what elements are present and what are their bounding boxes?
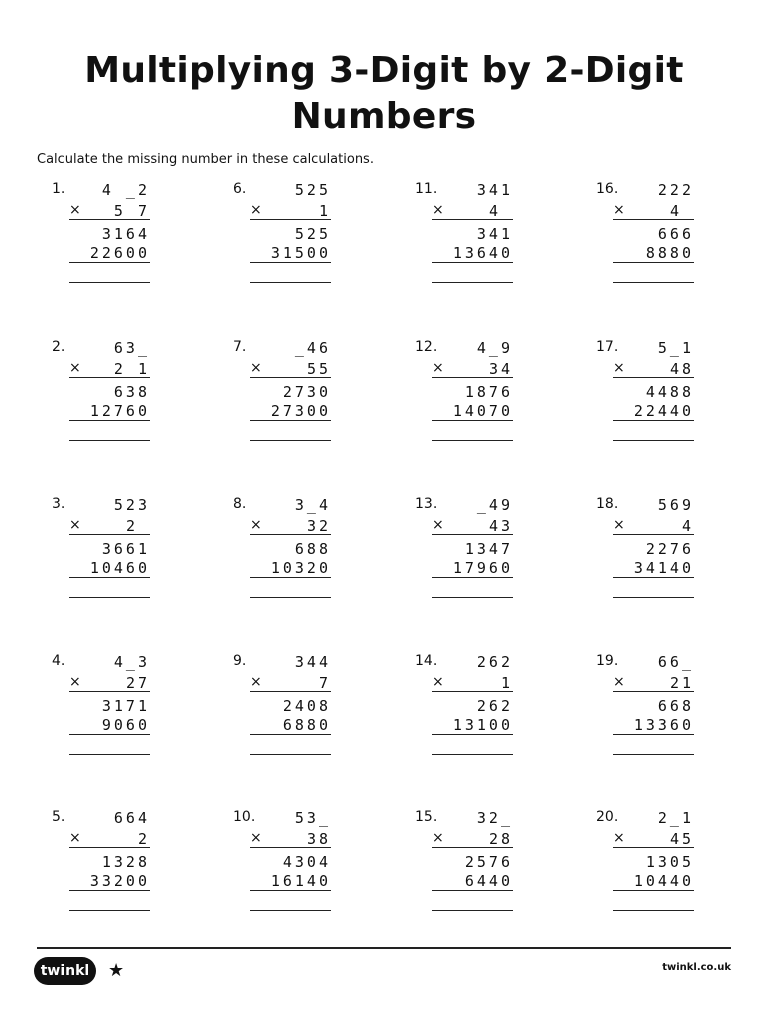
multiplicand: 341: [476, 181, 513, 199]
rule: [250, 219, 331, 220]
partial-product-2: 27300: [270, 402, 331, 420]
multiplicand: 664: [113, 809, 150, 827]
partial-product-1: 3171: [101, 697, 150, 715]
partial-product-1: 1347: [464, 540, 513, 558]
partial-product-1: 2576: [464, 853, 513, 871]
rule: [613, 847, 694, 848]
star-icon: ★: [108, 960, 125, 981]
problem: [52, 496, 150, 606]
problem: [233, 496, 331, 606]
rule: [613, 577, 694, 578]
answer-line: [613, 910, 694, 911]
twinkl-logo: twinkl: [34, 957, 96, 985]
problem: [415, 181, 513, 291]
problem-number: 2.: [52, 339, 66, 355]
multiplicand: 4_3: [113, 653, 150, 671]
multiplicand: 63_: [113, 339, 150, 357]
problem-number: 13.: [415, 496, 438, 512]
times-sign: ×: [432, 830, 444, 846]
multiplicand: 525: [294, 181, 331, 199]
partial-product-1: 2408: [282, 697, 331, 715]
partial-product-1: 262: [476, 697, 513, 715]
partial-product-2: 33200: [89, 872, 150, 890]
rule: [69, 577, 150, 578]
rule: [69, 262, 150, 263]
rule: [613, 691, 694, 692]
multiplicand: 5_1: [657, 339, 694, 357]
answer-line: [613, 597, 694, 598]
rule: [613, 534, 694, 535]
partial-product-1: 666: [657, 225, 694, 243]
rule: [69, 847, 150, 848]
multiplier: 38: [306, 830, 331, 848]
multiplicand: _46: [294, 339, 331, 357]
rule: [69, 734, 150, 735]
rule: [432, 847, 513, 848]
title-line-1: Multiplying 3-Digit by 2-Digit: [84, 50, 684, 91]
answer-line: [69, 440, 150, 441]
problem-number: 3.: [52, 496, 66, 512]
times-sign: ×: [69, 360, 81, 376]
multiplicand: 569: [657, 496, 694, 514]
answer-line: [69, 910, 150, 911]
partial-product-2: 9060: [101, 716, 150, 734]
problem-number: 15.: [415, 809, 438, 825]
problem: [233, 339, 331, 449]
problem-number: 7.: [233, 339, 247, 355]
rule: [613, 890, 694, 891]
rule: [432, 534, 513, 535]
rule: [432, 691, 513, 692]
partial-product-2: 22600: [89, 244, 150, 262]
problem-number: 5.: [52, 809, 66, 825]
rule: [250, 577, 331, 578]
partial-product-1: 2276: [645, 540, 694, 558]
times-sign: ×: [613, 360, 625, 376]
partial-product-1: 3661: [101, 540, 150, 558]
multiplier: 34: [488, 360, 513, 378]
partial-product-2: 12760: [89, 402, 150, 420]
multiplicand: 262: [476, 653, 513, 671]
rule: [432, 577, 513, 578]
times-sign: ×: [250, 202, 262, 218]
problem: [596, 181, 694, 291]
times-sign: ×: [250, 517, 262, 533]
partial-product-1: 4488: [645, 383, 694, 401]
rule: [250, 691, 331, 692]
problem-number: 9.: [233, 653, 247, 669]
rule: [432, 219, 513, 220]
partial-product-2: 16140: [270, 872, 331, 890]
answer-line: [613, 282, 694, 283]
times-sign: ×: [432, 202, 444, 218]
multiplier: 27: [125, 674, 150, 692]
multiplier: _2: [125, 830, 150, 848]
partial-product-1: 1328: [101, 853, 150, 871]
partial-product-2: 34140: [633, 559, 694, 577]
partial-product-2: 10440: [633, 872, 694, 890]
partial-product-1: 341: [476, 225, 513, 243]
times-sign: ×: [613, 202, 625, 218]
multiplier: _1: [306, 202, 331, 220]
answer-line: [613, 440, 694, 441]
answer-line: [250, 597, 331, 598]
rule: [613, 734, 694, 735]
partial-product-1: 1876: [464, 383, 513, 401]
partial-product-2: 8880: [645, 244, 694, 262]
problem: [52, 653, 150, 763]
rule: [250, 534, 331, 535]
rule: [432, 420, 513, 421]
problem: [415, 809, 513, 919]
times-sign: ×: [432, 674, 444, 690]
rule: [69, 219, 150, 220]
problem-number: 12.: [415, 339, 438, 355]
problem-number: 1.: [52, 181, 66, 197]
rule: [613, 219, 694, 220]
partial-product-1: 3164: [101, 225, 150, 243]
times-sign: ×: [432, 360, 444, 376]
times-sign: ×: [613, 830, 625, 846]
rule: [432, 734, 513, 735]
rule: [250, 734, 331, 735]
multiplier: 55: [306, 360, 331, 378]
rule: [69, 691, 150, 692]
times-sign: ×: [69, 674, 81, 690]
times-sign: ×: [250, 674, 262, 690]
answer-line: [250, 754, 331, 755]
answer-line: [250, 440, 331, 441]
multiplicand: 4 _2: [101, 181, 150, 199]
problem: [596, 653, 694, 763]
multiplier: 2 1: [113, 360, 150, 378]
problem-number: 18.: [596, 496, 619, 512]
rule: [250, 377, 331, 378]
multiplicand: 2_1: [657, 809, 694, 827]
answer-line: [250, 282, 331, 283]
answer-line: [69, 597, 150, 598]
answer-line: [432, 440, 513, 441]
problem: [52, 809, 150, 919]
problem-number: 16.: [596, 181, 619, 197]
rule: [432, 377, 513, 378]
multiplier: 45: [669, 830, 694, 848]
partial-product-1: 525: [294, 225, 331, 243]
multiplier: 28: [488, 830, 513, 848]
rule: [613, 377, 694, 378]
partial-product-2: 22440: [633, 402, 694, 420]
multiplier: 32: [306, 517, 331, 535]
answer-line: [250, 910, 331, 911]
problem: [233, 181, 331, 291]
problem-number: 8.: [233, 496, 247, 512]
problem: [415, 653, 513, 763]
rule: [432, 262, 513, 263]
problem: [52, 339, 150, 449]
rule: [250, 262, 331, 263]
problem-number: 10.: [233, 809, 256, 825]
partial-product-1: 1305: [645, 853, 694, 871]
problem: [415, 339, 513, 449]
partial-product-1: 688: [294, 540, 331, 558]
times-sign: ×: [613, 674, 625, 690]
rule: [613, 262, 694, 263]
instructions: Calculate the missing number in these calculations.: [37, 152, 374, 167]
problem: [233, 653, 331, 763]
problem: [596, 339, 694, 449]
times-sign: ×: [69, 830, 81, 846]
rule: [69, 890, 150, 891]
partial-product-2: 6880: [282, 716, 331, 734]
multiplicand: 32_: [476, 809, 513, 827]
rule: [613, 420, 694, 421]
times-sign: ×: [613, 517, 625, 533]
multiplicand: 53_: [294, 809, 331, 827]
rule: [69, 534, 150, 535]
rule: [250, 847, 331, 848]
partial-product-2: 10320: [270, 559, 331, 577]
multiplicand: 344: [294, 653, 331, 671]
partial-product-2: 31500: [270, 244, 331, 262]
multiplier: 5 7: [113, 202, 150, 220]
multiplicand: 3_4: [294, 496, 331, 514]
rule: [69, 420, 150, 421]
problem: [52, 181, 150, 291]
partial-product-2: 13100: [452, 716, 513, 734]
multiplier: 2_: [125, 517, 150, 535]
partial-product-1: 2730: [282, 383, 331, 401]
problem-number: 14.: [415, 653, 438, 669]
answer-line: [613, 754, 694, 755]
title-line-2: Numbers: [291, 96, 477, 137]
partial-product-2: 17960: [452, 559, 513, 577]
answer-line: [432, 597, 513, 598]
partial-product-1: 638: [113, 383, 150, 401]
problem-number: 20.: [596, 809, 619, 825]
multiplicand: 222: [657, 181, 694, 199]
multiplicand: 4_9: [476, 339, 513, 357]
problem: [233, 809, 331, 919]
multiplier: 48: [669, 360, 694, 378]
rule: [432, 890, 513, 891]
problem: [596, 496, 694, 606]
multiplier: _1: [488, 674, 513, 692]
multiplier: 43: [488, 517, 513, 535]
problem-number: 6.: [233, 181, 247, 197]
times-sign: ×: [250, 360, 262, 376]
answer-line: [432, 910, 513, 911]
rule: [69, 377, 150, 378]
answer-line: [432, 282, 513, 283]
partial-product-2: 13640: [452, 244, 513, 262]
partial-product-1: 668: [657, 697, 694, 715]
website-text: twinkl.co.uk: [662, 962, 731, 973]
problem: [415, 496, 513, 606]
multiplicand: 66_: [657, 653, 694, 671]
times-sign: ×: [250, 830, 262, 846]
rule: [250, 890, 331, 891]
rule: [250, 420, 331, 421]
times-sign: ×: [69, 517, 81, 533]
partial-product-2: 14070: [452, 402, 513, 420]
problem-number: 17.: [596, 339, 619, 355]
times-sign: ×: [432, 517, 444, 533]
partial-product-1: 4304: [282, 853, 331, 871]
problem-number: 11.: [415, 181, 438, 197]
multiplier: 4_: [488, 202, 513, 220]
multiplier: _4: [669, 517, 694, 535]
answer-line: [69, 282, 150, 283]
partial-product-2: 6440: [464, 872, 513, 890]
multiplier: 21: [669, 674, 694, 692]
problem-number: 19.: [596, 653, 619, 669]
problem: [596, 809, 694, 919]
problem-number: 4.: [52, 653, 66, 669]
answer-line: [69, 754, 150, 755]
page-title: [0, 48, 768, 140]
answer-line: [432, 754, 513, 755]
multiplicand: 523: [113, 496, 150, 514]
footer-divider: [37, 947, 731, 949]
multiplier: _7: [306, 674, 331, 692]
partial-product-2: 13360: [633, 716, 694, 734]
multiplicand: _49: [476, 496, 513, 514]
times-sign: ×: [69, 202, 81, 218]
partial-product-2: 10460: [89, 559, 150, 577]
multiplier: 4_: [669, 202, 694, 220]
